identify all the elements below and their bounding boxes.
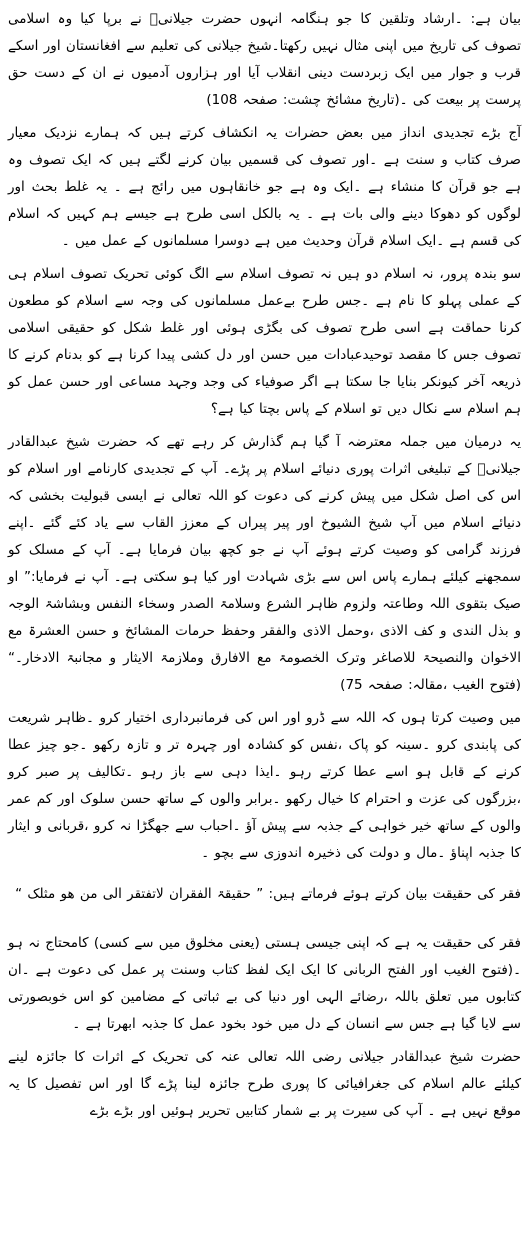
paragraph-2: آج بڑے تجدیدی انداز میں بعض حضرات یہ انکشاف کرتے ہیں کہ ہمارے نزدیک معیار صرف کتاب و سنت ہے ۔اور تصوف کی قسمیں بیان کرنے لگتے ہیں کہ ایک تصوف وہ ہے جو قرآن کا منشاء ہے ۔ایک وہ ہے جو خانقاہوں میں رائج ہے ۔ یہ غلط بحث اور لوگوں کو دھوکا دینے والی بات ہے ۔ یہ بالکل اسی طرح ہے جیسے ہم کہیں کہ اسلام کی قسم ہے ۔ایک اسلام قرآن وحدیث میں ہے دوسرا مسلمانوں کے عمل میں ۔ xyxy=(8,125,521,249)
paragraph-4: یہ درمیان میں جملہ معترضہ آ گیا ہم گذارش کر رہے تھے کہ حضرت شیخ عبدالقادر جیلانیؒ کے تبلیغی اثرات پوری دنیائے اسلام پر پڑے۔ آپ کے تجدیدی کارنامے اور اسلام کو اس کی اصل شکل میں پیش کرنے کی دعوت کو اللہ تعالی نے ایسی قبولیت بخشی کہ دنیائے اسلام میں آپ شیخ الشیوخ اور پیر پیراں کے معزز القاب سے یاد کئے گئے ۔اپنے فرزند گرامی کو وصیت کرتے ہوئے آپ نے جو کچھ بیان فرمایا ہے۔ آپ کے مسلک کو سمجھنے کیلئے ہمارے پاس اس سے بڑی شہادت اور کیا ہو سکتی ہے۔ آپ نے فرمایا:” او صیک بتقوی اللہ وطاعتہ ولزوم ظاہر الشرع وسلامۃ الصدر وسخاء النفس وبشاشۃ الوجہ و بذل الندی و کف الاذی ،وحمل الاذی والفقر وحفظ حرمات المشائخ و حسن العشرۃ مع الاخوان والنصیحۃ للاصاغر وترک الخصومۃ مع الافارق وملازمۃ الایثار و مجانبۃ الادخار۔“ (فتوح الغیب ،مقالہ: صفحہ 75) xyxy=(8,434,521,693)
paragraph-3: سو بندہ پرور، نہ اسلام دو ہیں نہ تصوف اسلام سے الگ کوئی تحریک تصوف اسلام ہی کے عملی پہلو کا نام ہے ۔جس طرح بےعمل مسلمانوں کی وجہ سے اسلام کو مطعون کرنا حماقت ہے اسی طرح تصوف کی بگڑی ہوئی اور غلط شکل کو حقیقی اسلامی تصوف جس کا مقصد توحیدعبادات میں حسن اور دل کشی پیدا کرنا ہے کو بدنام کرنے کا ذریعہ آخر کیونکر بنایا جا سکتا ہے اگر صوفیاء کی وجد وجہد مساعی اور حسن عمل کو ہم اسلام سے نکال دیں تو اسلام کے پاس بچتا کیا ہے؟ xyxy=(8,266,521,417)
paragraph-5: میں وصیت کرتا ہوں کہ اللہ سے ڈرو اور اس کی فرمانبرداری اختیار کرو ۔ظاہر شریعت کی پابندی کرو ۔سینہ کو پاک ،نفس کو کشادہ اور چہرہ تر و تازہ رکھو ۔جو چیز عطا کرنے کے قابل ہو اسے عطا کرتے رہو ۔ایذا دہی سے باز رہو ۔تکالیف پر صبر کرو ،بزرگوں کی عزت و احترام کا خیال رکھو ۔برابر والوں کے ساتھ حسن سلوک اور کم عمر والوں کے ساتھ خیر خواہی کے جذبہ سے پیش آؤ ۔احباب سے جھگڑا نہ کرو ،قربانی و ایثار کا جذبہ اپناؤ ۔مال و دولت کی ذخیرہ اندوزی سے بچو ۔ xyxy=(8,710,521,861)
paragraph-6: فقر کی حقیقت بیان کرتے ہوئے فرماتے ہیں: ” حقیقۃ الفقران لاتفتقر الی من ھو مثلک “ xyxy=(15,886,521,902)
paragraph-1: بیان ہے: ۔ارشاد وتلقین کا جو ہنگامہ انہوں حضرت جیلانیؒ نے برپا کیا وہ اسلامی تصوف کی تاریخ میں اپنی مثال نہیں رکھتا۔شیخ جیلانی کی تعلیم سے افغانستان اور اسکے قرب و جوار میں ایک زبردست دینی انقلاب آیا اور ہزاروں آدمیوں نے ان کے دست حق پرست پر بیعت کی ۔(تاریخ مشائخ چشت: صفحہ 108) xyxy=(8,11,521,108)
paragraph-8: حضرت شیخ عبدالقادر جیلانی رضی اللہ تعالی عنہ کی تحریک کے اثرات کا جائزہ لینے کیلئے عالم اسلام کی جغرافیائی کا پوری طرح جائزہ لینا پڑے گا اور اس تفصیل کا یہ موقع نہیں ہے ۔ آپ کی سیرت پر بے شمار کتابیں تحریر ہوئیں اور بڑے بڑے xyxy=(8,1049,521,1119)
paragraph-7: فقر کی حقیقت یہ ہے کہ اپنی جیسی ہستی (یعنی مخلوق میں سے کسی) کامحتاج نہ ہو ۔(فتوح الغیب اور الفتح الربانی کا ایک ایک لفظ کتاب وسنت پر عمل کی دعوت ہے ۔ان کتابوں میں تعلق باللہ ،رضائے الہی اور دنیا کی بے ثباتی کے مضامین کو اس خوبصورتی سے لایا گیا ہے جس سے انسان کے دل میں خود بخود عمل کا جذبہ ابھرتا ہے ۔ xyxy=(8,935,521,1032)
